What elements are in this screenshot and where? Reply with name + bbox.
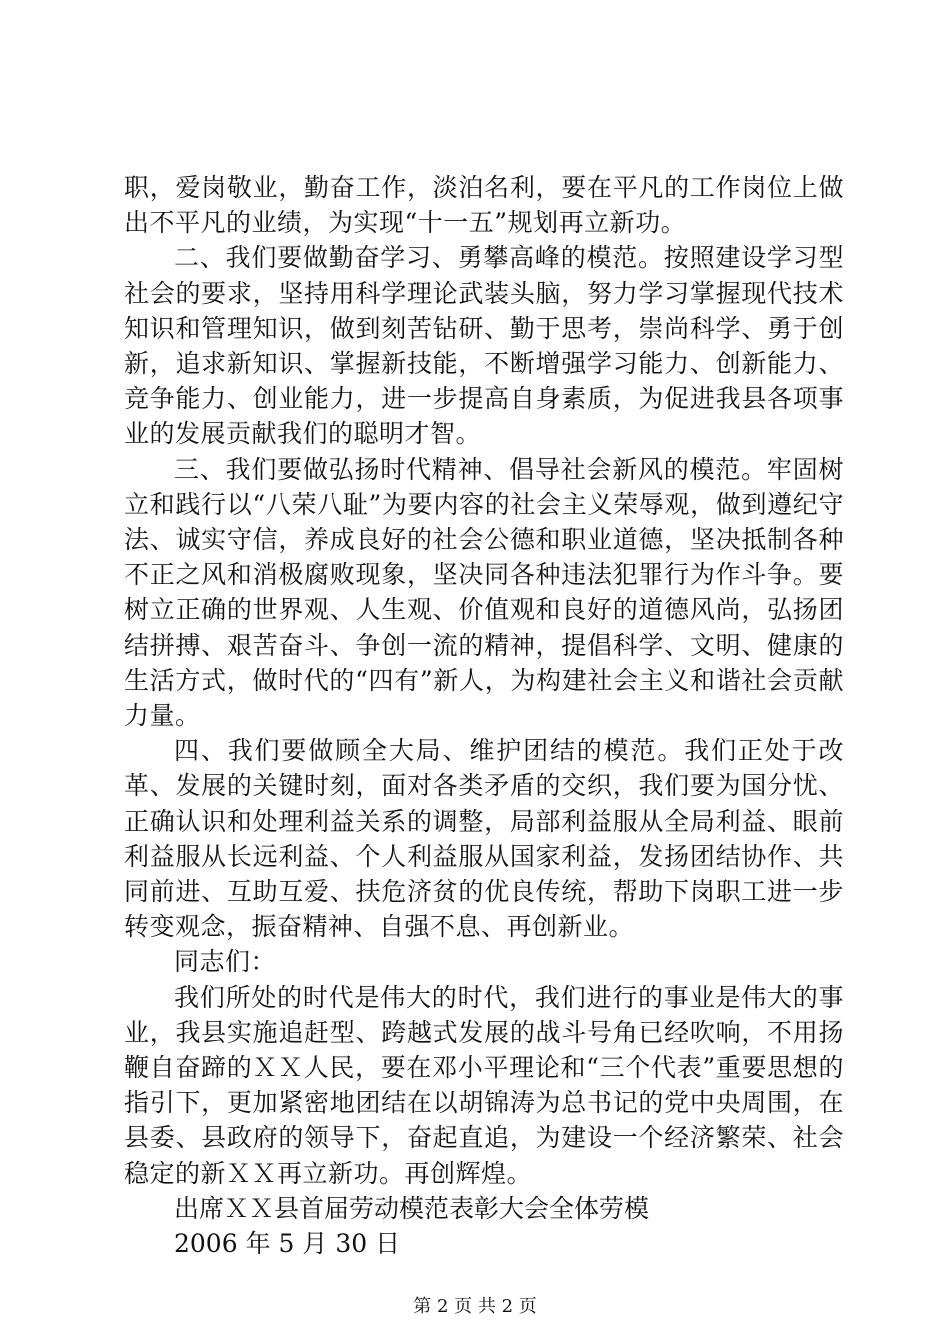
signature-date: 2006 年 5 月 30 日 <box>174 1229 401 1259</box>
page-footer: 第 2 页 共 2 页 <box>413 1296 537 1317</box>
signature: 出席ＸＸ县首届劳动模范表彰大会全体劳模 <box>174 1193 650 1223</box>
paragraph-point-four: 四、我们要做顾全大局、维护团结的模范。我们正处于改革、发展的关键时刻，面对各类矛盾的交织，我们要为国分忧、正确认识和处理利益关系的调整，局部利益服从全局利益、眼前利益服从长远利益、个人利益服从国家利益，发扬团结协作、共同前进、互助互爱、扶危济贫的优良传统，帮助下岗职工进一步转变观念，振奋精神、自强不息、再创新业。 <box>124 736 844 942</box>
salutation: 同志们： <box>174 947 277 977</box>
paragraph-closing: 我们所处的时代是伟大的时代，我们进行的事业是伟大的事业，我县实施追赶型、跨越式发展的战斗号角已经吹响，不用扬鞭自奋蹄的ＸＸ人民，要在邓小平理论和“三个代表”重要思想的指引下，更加紧密地团结在以胡锦涛为总书记的党中央周围，在县委、县政府的领导下，奋起直追，为建设一个经济繁荣、社会稳定的新ＸＸ再立新功。再创辉煌。 <box>124 982 844 1188</box>
paragraph-continuation: 职，爱岗敬业，勤奋工作，淡泊名利，要在平凡的工作岗位上做出不平凡的业绩，为实现“十一五”规划再立新功。 <box>124 173 844 238</box>
paragraph-point-three: 三、我们要做弘扬时代精神、倡导社会新风的模范。牢固树立和践行以“八荣八耻”为要内容的社会主义荣辱观，做到遵纪守法、诚实守信，养成良好的社会公德和职业道德，坚决抵制各种不正之风和消极腐败现象，坚决同各种违法犯罪行为作斗争。要树立正确的世界观、人生观、价值观和良好的道德风尚，弘扬团结拼搏、艰苦奋斗、争创一流的精神，提倡科学、文明、健康的生活方式，做时代的“四有”新人，为构建社会主义和谐社会贡献力量。 <box>124 454 844 731</box>
document-body <box>124 170 844 1261</box>
paragraph-point-two: 二、我们要做勤奋学习、勇攀高峰的模范。按照建设学习型社会的要求，坚持用科学理论武装头脑，努力学习掌握现代技术知识和管理知识，做到刻苦钻研、勤于思考，崇尚科学、勇于创新，追求新知识、掌握新技能，不断增强学习能力、创新能力、竞争能力、创业能力，进一步提高自身素质，为促进我县各项事业的发展贡献我们的聪明才智。 <box>124 243 844 449</box>
